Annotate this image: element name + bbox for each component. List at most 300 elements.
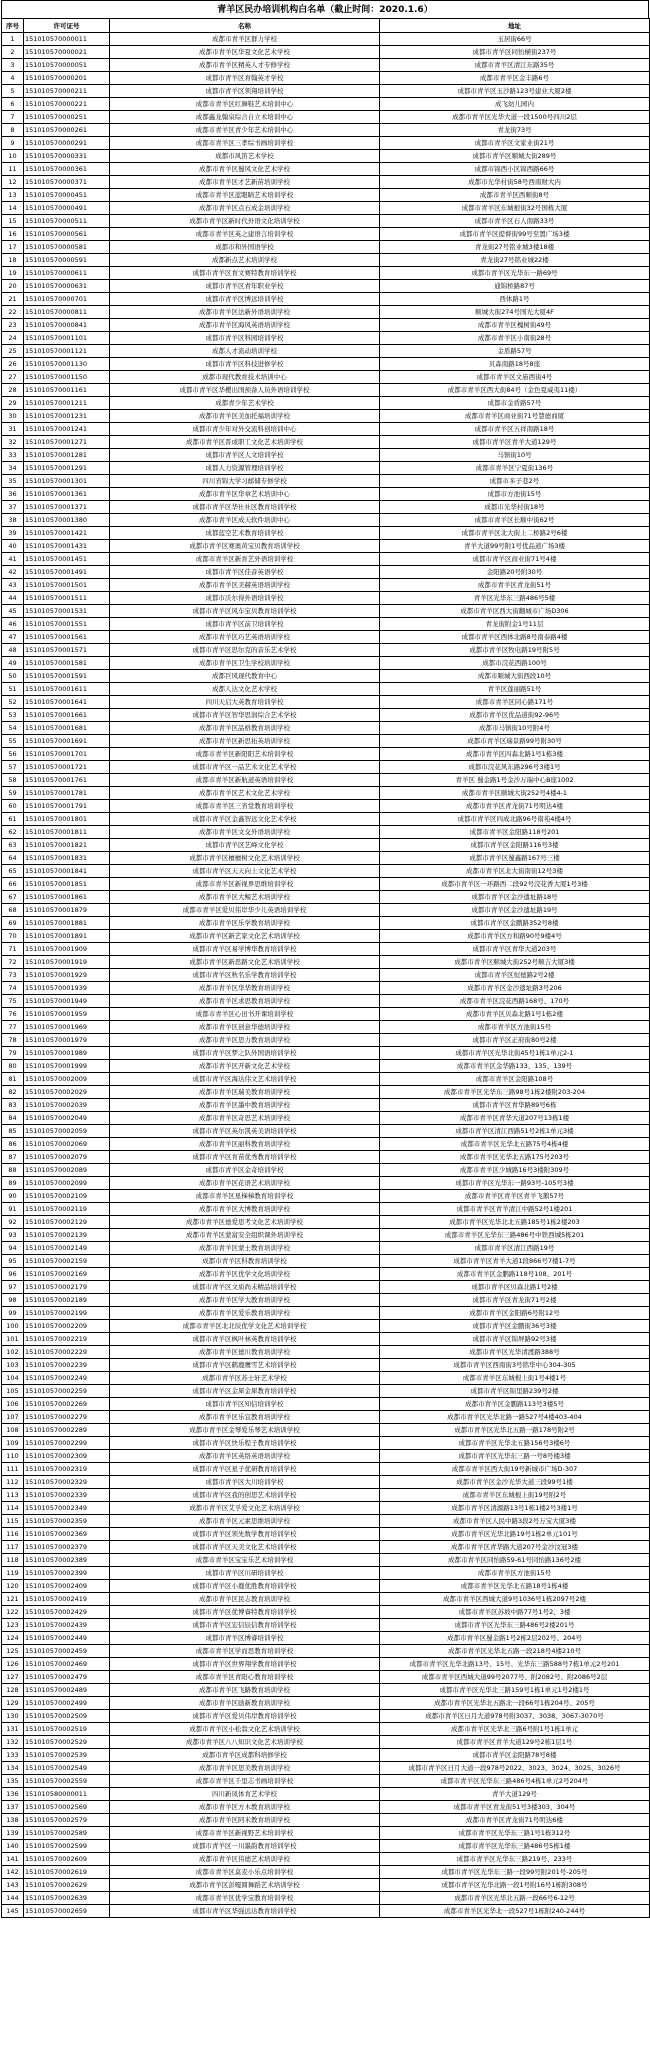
cell-license: 151010570002369 xyxy=(24,1528,110,1541)
cell-name: 成都市青羊区爱乐教育培训学校 xyxy=(110,1307,380,1320)
cell-seq: 19 xyxy=(2,267,24,280)
cell-license: 151010570000211 xyxy=(24,85,110,98)
cell-license: 151010570001831 xyxy=(24,852,110,865)
cell-license: 151010570002529 xyxy=(24,1736,110,1749)
table-row xyxy=(2,1749,650,1762)
cell-license: 151010570002099 xyxy=(24,1177,110,1190)
cell-name: 成都市青羊区成天软件培训中心 xyxy=(110,514,380,527)
table-row xyxy=(2,826,650,839)
cell-address: 成都市青羊区金沙遗址路19号 xyxy=(380,904,650,917)
cell-seq: 129 xyxy=(2,1697,24,1710)
cell-license: 151010570002379 xyxy=(24,1541,110,1554)
table-row xyxy=(2,644,650,657)
cell-license: 151010570001371 xyxy=(24,501,110,514)
cell-address: 成都市青羊区西大街19号新城市广场D-307 xyxy=(380,1463,650,1476)
cell-license: 151010570000511 xyxy=(24,215,110,228)
table-row xyxy=(2,1203,650,1216)
cell-address: 成都市青羊区蜀鑫路167号三楼 xyxy=(380,852,650,865)
cell-license: 151010570001121 xyxy=(24,345,110,358)
cell-address: 成都市青羊区金沙遗址路3号206 xyxy=(380,982,650,995)
cell-license: 151010570001231 xyxy=(24,410,110,423)
table-row xyxy=(2,1398,650,1411)
cell-name: 成都市青羊区蓝眼睛艺术培训学校 xyxy=(110,189,380,202)
cell-seq: 49 xyxy=(2,657,24,670)
cell-license: 151010570000261 xyxy=(24,124,110,137)
table-row xyxy=(2,1125,650,1138)
cell-address: 成都市青羊区光华北五路一段218号4楼210号 xyxy=(380,1645,650,1658)
cell-address: 成都市青羊区光华北五路156号3楼6号 xyxy=(380,1437,650,1450)
cell-seq: 128 xyxy=(2,1684,24,1697)
cell-seq: 6 xyxy=(2,98,24,111)
table-row xyxy=(2,397,650,410)
table-row xyxy=(2,1099,650,1112)
cell-seq: 64 xyxy=(2,852,24,865)
table-row xyxy=(2,605,650,618)
table-row xyxy=(2,722,650,735)
cell-name: 成都鑫龙翰泉综合自立术培训中心 xyxy=(110,111,380,124)
table-row xyxy=(2,917,650,930)
cell-address: 青羊区莲丽路51号 xyxy=(380,683,650,696)
cell-name: 成都市青羊区博睿培训学校 xyxy=(110,1632,380,1645)
cell-name: 成都新点艺术培训学校 xyxy=(110,254,380,267)
table-row xyxy=(2,319,650,332)
table-row xyxy=(2,904,650,917)
cell-name: 成都市青羊区檀檀树文化艺术培训学校 xyxy=(110,852,380,865)
cell-name: 成都市青羊区思尔克的音乐艺术学校 xyxy=(110,644,380,657)
cell-address: 成都市青羊区锦里路239号2楼 xyxy=(380,1385,650,1398)
cell-seq: 21 xyxy=(2,293,24,306)
cell-address: 青龙街27号铭业城22楼 xyxy=(380,254,650,267)
cell-address: 成都市青羊区光华北路19号1栋2单元101号 xyxy=(380,1528,650,1541)
table-row xyxy=(2,358,650,371)
cell-license: 151010570000021 xyxy=(24,46,110,59)
cell-address: 成都市青羊区西顺街8号 xyxy=(380,189,650,202)
cell-license: 151010570001531 xyxy=(24,605,110,618)
cell-seq: 51 xyxy=(2,683,24,696)
cell-seq: 18 xyxy=(2,254,24,267)
cell-address: 成都市青羊区青华大道203号 xyxy=(380,943,650,956)
table-row xyxy=(2,1359,650,1372)
cell-license: 151010570002399 xyxy=(24,1567,110,1580)
cell-seq: 54 xyxy=(2,722,24,735)
cell-address: 成都市青羊区金丰路6号 xyxy=(380,72,650,85)
cell-name: 成都市青羊区英之建语言培训学校 xyxy=(110,228,380,241)
cell-seq: 114 xyxy=(2,1502,24,1515)
cell-license: 151010570002569 xyxy=(24,1801,110,1814)
cell-seq: 78 xyxy=(2,1034,24,1047)
table-row xyxy=(2,943,650,956)
cell-address: 成都市青羊区贝森北路1号2楼 xyxy=(380,1281,650,1294)
cell-address: 成都市青羊区光华北五路18号1栋4楼 xyxy=(380,1580,650,1593)
cell-seq: 107 xyxy=(2,1411,24,1424)
cell-seq: 28 xyxy=(2,384,24,397)
cell-seq: 8 xyxy=(2,124,24,137)
cell-name: 成都市青羊区品格教育培训学校 xyxy=(110,722,380,735)
table-row xyxy=(2,371,650,384)
table-row xyxy=(2,1229,650,1242)
table-row xyxy=(2,1268,650,1281)
cell-name: 成都市青羊区蜀风文化艺术学校 xyxy=(110,163,380,176)
cell-seq: 102 xyxy=(2,1346,24,1359)
cell-address: 成都市青羊区青龙街71号2楼 xyxy=(380,1294,650,1307)
cell-address: 成都市青羊区方池街15号 xyxy=(380,1567,650,1580)
cell-name: 成都市青羊区德川教育培训学校 xyxy=(110,1346,380,1359)
cell-license: 151010570002319 xyxy=(24,1463,110,1476)
table-row xyxy=(2,384,650,397)
table-row xyxy=(2,1528,650,1541)
table-row xyxy=(2,1047,650,1060)
cell-seq: 74 xyxy=(2,982,24,995)
table-row xyxy=(2,1658,650,1671)
cell-seq: 89 xyxy=(2,1177,24,1190)
table-row xyxy=(2,527,650,540)
cell-name: 成都市青羊区前卫培训学校 xyxy=(110,618,380,631)
cell-address: 成都市青羊区青龙街71号明达4楼 xyxy=(380,800,650,813)
cell-address: 成都市青羊区清江西路51号2栋1单元3楼 xyxy=(380,1125,650,1138)
cell-license: 151010570002579 xyxy=(24,1814,110,1827)
cell-seq: 125 xyxy=(2,1645,24,1658)
table-row xyxy=(2,1177,650,1190)
cell-address: 成都市青羊区小南街28号 xyxy=(380,332,650,345)
cell-license: 151010570001781 xyxy=(24,787,110,800)
cell-name: 成都市青羊区育文赛特教育培训学校 xyxy=(110,267,380,280)
cell-address: 玉居街66号 xyxy=(380,33,650,46)
cell-seq: 25 xyxy=(2,345,24,358)
cell-name: 成都市青羊区天美文化艺术培训学校 xyxy=(110,1541,380,1554)
cell-name: 成都市青羊区巧艺英语培训学校 xyxy=(110,631,380,644)
table-row xyxy=(2,488,650,501)
cell-seq: 118 xyxy=(2,1554,24,1567)
table-row xyxy=(2,748,650,761)
cell-name: 成都市青羊区艺术文化艺术学校 xyxy=(110,787,380,800)
cell-seq: 94 xyxy=(2,1242,24,1255)
cell-name: 成都市青羊区八八知识文化艺术培训学校 xyxy=(110,1736,380,1749)
whitelist-table xyxy=(1,18,650,1918)
cell-address: 成都市青羊区顺城大街252号4楼4-1 xyxy=(380,787,650,800)
cell-license: 151010570002419 xyxy=(24,1593,110,1606)
cell-name: 成都市青羊区蒙士教育培训学校 xyxy=(110,1242,380,1255)
table-row xyxy=(2,774,650,787)
table-row xyxy=(2,540,650,553)
cell-seq: 42 xyxy=(2,566,24,579)
cell-license: 151010570001881 xyxy=(24,917,110,930)
table-row xyxy=(2,761,650,774)
cell-license: 151010570001211 xyxy=(24,397,110,410)
cell-name: 成都市青羊区彭嘎圆舞蹈艺术培训学校 xyxy=(110,1879,380,1892)
cell-address: 成都市青羊区蜀金路1号2栋2层202号、204号 xyxy=(380,1632,650,1645)
cell-address: 成都市青羊区一环路西二段92号浣花香大厦1号3楼 xyxy=(380,878,650,891)
cell-license: 151010570002129 xyxy=(24,1216,110,1229)
table-row xyxy=(2,163,650,176)
table-header-row xyxy=(2,19,650,33)
cell-name: 成都市青羊区励新教育培训学校 xyxy=(110,1697,380,1710)
cell-name: 成都市青羊区新时代外语文化培训学校 xyxy=(110,215,380,228)
cell-license: 151010570002149 xyxy=(24,1242,110,1255)
cell-name: 成都市青羊区文交外语培训学校 xyxy=(110,826,380,839)
table-body xyxy=(2,33,650,1918)
cell-seq: 101 xyxy=(2,1333,24,1346)
cell-address: 成都市顺城大街西段10号 xyxy=(380,670,650,683)
cell-name: 成都市青羊区一川墨韵教育培训学校 xyxy=(110,1840,380,1853)
table-row xyxy=(2,1008,650,1021)
table-row xyxy=(2,1346,650,1359)
cell-name: 成都市青羊区奇思艺术培训学校 xyxy=(110,1112,380,1125)
cell-license: 151010570001681 xyxy=(24,722,110,735)
cell-address: 成都市青羊区北大街上二桥路2号6楼 xyxy=(380,527,650,540)
table-row xyxy=(2,306,650,319)
cell-address: 成都市青羊区顺城大街289号 xyxy=(380,150,650,163)
cell-seq: 23 xyxy=(2,319,24,332)
cell-address: 成都市青羊区金鹏路113号3楼5号 xyxy=(380,1398,650,1411)
table-row xyxy=(2,1281,650,1294)
cell-seq: 140 xyxy=(2,1840,24,1853)
cell-seq: 115 xyxy=(2,1515,24,1528)
cell-address: 成都市青羊区光华北五路一段66号6-12号 xyxy=(380,1892,650,1905)
cell-license: 151010570001861 xyxy=(24,891,110,904)
cell-address: 成都市光华村街18号 xyxy=(380,501,650,514)
cell-seq: 27 xyxy=(2,371,24,384)
cell-seq: 36 xyxy=(2,488,24,501)
cell-name: 成都市青羊区美赫英语培训学校 xyxy=(110,579,380,592)
cell-address: 成都市青羊区青华路大道207号金沙汶冠3楼 xyxy=(380,1541,650,1554)
cell-name: 成都市青羊区莫麦小乐点培训学校 xyxy=(110,1866,380,1879)
cell-license: 151010570002479 xyxy=(24,1671,110,1684)
cell-seq: 139 xyxy=(2,1827,24,1840)
cell-address: 成都市青羊区北大街南街12号3楼 xyxy=(380,865,650,878)
table-row xyxy=(2,1333,650,1346)
cell-seq: 73 xyxy=(2,969,24,982)
cell-address: 通锦桥路87号 xyxy=(380,280,650,293)
cell-name: 成都市青羊区青年职业学校 xyxy=(110,280,380,293)
cell-seq: 62 xyxy=(2,826,24,839)
cell-license: 151010570002429 xyxy=(24,1606,110,1619)
cell-license: 151010570001491 xyxy=(24,566,110,579)
cell-name: 成都市青羊区新育艺外语培训学校 xyxy=(110,553,380,566)
cell-name: 成都市青羊区才艺新苗培训学校 xyxy=(110,176,380,189)
cell-seq: 10 xyxy=(2,150,24,163)
cell-seq: 60 xyxy=(2,800,24,813)
cell-address: 成飞幼儿园内 xyxy=(380,98,650,111)
cell-name: 成都市青羊区新思路文化艺术培训学校 xyxy=(110,956,380,969)
cell-seq: 144 xyxy=(2,1892,24,1905)
cell-license: 151010570001301 xyxy=(24,475,110,488)
cell-address: 成都市青羊区方池街15号 xyxy=(380,1021,650,1034)
cell-license: 151010570001969 xyxy=(24,1021,110,1034)
cell-name: 成都市青羊区小鹿优胜教育培训学校 xyxy=(110,1580,380,1593)
cell-license: 151010570001641 xyxy=(24,696,110,709)
cell-address: 成都市青羊区西南街3号铭华中心304-305 xyxy=(380,1359,650,1372)
cell-license: 151010570002029 xyxy=(24,1086,110,1099)
cell-license: 151010570000221 xyxy=(24,98,110,111)
cell-address: 成都市青羊区青羊区青羊飞鹅57号 xyxy=(380,1190,650,1203)
cell-address: 成都市青羊区光华东三路一段99号附201号-205号 xyxy=(380,1866,650,1879)
cell-name: 成都市青羊区北北辰优学文化艺术培训学校 xyxy=(110,1320,380,1333)
cell-address: 成都市青羊区青龙街51号 xyxy=(380,579,650,592)
cell-address: 青羊大道99号附1号优品道广场3楼 xyxy=(380,540,650,553)
cell-name: 成都市青羊区飞路教育培训学校 xyxy=(110,1684,380,1697)
cell-address: 青龙街附金1号11层 xyxy=(380,618,650,631)
cell-seq: 85 xyxy=(2,1125,24,1138)
cell-seq: 97 xyxy=(2,1281,24,1294)
cell-license: 151010570002539 xyxy=(24,1749,110,1762)
cell-address: 成都市青羊区提督街99号至置广场3楼 xyxy=(380,228,650,241)
cell-address: 贝森南路18号8座 xyxy=(380,358,650,371)
cell-seq: 59 xyxy=(2,787,24,800)
cell-seq: 105 xyxy=(2,1385,24,1398)
cell-name: 成都蓝空艺术教育培训学校 xyxy=(110,527,380,540)
cell-license: 151010570002109 xyxy=(24,1190,110,1203)
table-row xyxy=(2,436,650,449)
cell-seq: 134 xyxy=(2,1762,24,1775)
cell-name: 成都市青羊区海达伟文艺术培训学校 xyxy=(110,1073,380,1086)
cell-seq: 109 xyxy=(2,1437,24,1450)
cell-license: 151010570000251 xyxy=(24,111,110,124)
cell-license: 151010570001271 xyxy=(24,436,110,449)
cell-license: 151010570000841 xyxy=(24,319,110,332)
cell-license: 151010570001791 xyxy=(24,800,110,813)
cell-seq: 29 xyxy=(2,397,24,410)
cell-seq: 14 xyxy=(2,202,24,215)
table-row xyxy=(2,1021,650,1034)
cell-license: 151010570002559 xyxy=(24,1775,110,1788)
cell-name: 成都市青羊区金奇培训学校 xyxy=(110,1164,380,1177)
cell-name: 成都市青羊区爱贝伟岸教育培训学校 xyxy=(110,1710,380,1723)
table-row xyxy=(2,709,650,722)
cell-address: 成都市青羊区正府街80号2楼 xyxy=(380,1034,650,1047)
cell-name: 四川省锦大学习邮储专修学校 xyxy=(110,475,380,488)
cell-license: 151010570001361 xyxy=(24,488,110,501)
table-row xyxy=(2,267,650,280)
cell-address: 成都市方池街15号 xyxy=(380,488,650,501)
table-row xyxy=(2,1671,650,1684)
table-row xyxy=(2,1554,650,1567)
table-row xyxy=(2,410,650,423)
cell-seq: 39 xyxy=(2,527,24,540)
cell-address: 成都市青羊区方和路90号9楼4号 xyxy=(380,930,650,943)
cell-address: 成都市青羊区金鹏路118号108、201号 xyxy=(380,1268,650,1281)
cell-license: 151010570002249 xyxy=(24,1372,110,1385)
cell-address: 成都市青羊区金华路133、135、139号 xyxy=(380,1060,650,1073)
cell-seq: 1 xyxy=(2,33,24,46)
cell-name: 成都市青羊区育翰英才学校 xyxy=(110,72,380,85)
cell-license: 151010570001989 xyxy=(24,1047,110,1060)
cell-address: 成都市青羊区四成北路96号南苑4楼4号 xyxy=(380,813,650,826)
cell-address: 成都市青羊区光华北五路北一段66号1栋204号、205号 xyxy=(380,1697,650,1710)
table-row xyxy=(2,865,650,878)
cell-address: 成都市青羊区青华路89号6栋 xyxy=(380,1099,650,1112)
cell-address: 成都市青羊区同心路171号 xyxy=(380,696,650,709)
cell-name: 成都市青羊区艾孚爱文化艺术培训学校 xyxy=(110,1502,380,1515)
table-row xyxy=(2,1801,650,1814)
cell-seq: 122 xyxy=(2,1606,24,1619)
cell-name: 成都市青羊区华仕社区教育培训学校 xyxy=(110,501,380,514)
cell-license: 151010570001661 xyxy=(24,709,110,722)
table-row xyxy=(2,878,650,891)
cell-address: 成都市青羊区青羊大道129号2栋1层1号 xyxy=(380,1736,650,1749)
cell-name: 成都市青羊区新阳阳艺术培训学校 xyxy=(110,748,380,761)
table-row xyxy=(2,1502,650,1515)
cell-address: 成都市青羊区青龙街51号3楼303、304号 xyxy=(380,1801,650,1814)
cell-license: 151010570002069 xyxy=(24,1138,110,1151)
table-row xyxy=(2,202,650,215)
cell-license: 151010570001281 xyxy=(24,449,110,462)
cell-name: 成都市青羊区精英人才专修学校 xyxy=(110,59,380,72)
cell-address: 成都市青羊区商业街71号慧德商厦 xyxy=(380,410,650,423)
cell-seq: 123 xyxy=(2,1619,24,1632)
cell-name: 四川新凤体育艺术学校 xyxy=(110,1788,380,1801)
cell-seq: 110 xyxy=(2,1450,24,1463)
table-row xyxy=(2,969,650,982)
cell-license: 151010570002519 xyxy=(24,1723,110,1736)
cell-license: 151010570001811 xyxy=(24,826,110,839)
table-row xyxy=(2,1645,650,1658)
cell-license: 151010570002469 xyxy=(24,1658,110,1671)
cell-seq: 72 xyxy=(2,956,24,969)
cell-seq: 61 xyxy=(2,813,24,826)
cell-seq: 31 xyxy=(2,423,24,436)
cell-name: 成都市风笛艺术学校 xyxy=(110,150,380,163)
cell-seq: 3 xyxy=(2,59,24,72)
cell-license: 151010570002189 xyxy=(24,1294,110,1307)
header-license: 许可证号 xyxy=(24,19,110,33)
cell-name: 成都市青羊区天天向上文化艺术学校 xyxy=(110,865,380,878)
cell-seq: 100 xyxy=(2,1320,24,1333)
cell-name: 成都市青羊区瑞美教育培训学校 xyxy=(110,1086,380,1099)
cell-license: 151010570002199 xyxy=(24,1307,110,1320)
table-row xyxy=(2,1710,650,1723)
cell-address: 成都市青羊区光华东一路93号-105号3楼 xyxy=(380,1177,650,1190)
cell-seq: 56 xyxy=(2,748,24,761)
table-row xyxy=(2,839,650,852)
cell-name: 成都市青羊区群力学校 xyxy=(110,33,380,46)
cell-address: 青羊区 蜀金路1号金沙万瑞中心B座1002 xyxy=(380,774,650,787)
cell-seq: 12 xyxy=(2,176,24,189)
cell-name: 成都市青羊区新视界思维培训学校 xyxy=(110,878,380,891)
cell-name: 成都市青羊区花语艺术培训学校 xyxy=(110,1177,380,1190)
cell-seq: 32 xyxy=(2,436,24,449)
cell-seq: 124 xyxy=(2,1632,24,1645)
cell-seq: 30 xyxy=(2,410,24,423)
cell-license: 151010570001161 xyxy=(24,384,110,397)
cell-license: 151010570002339 xyxy=(24,1489,110,1502)
cell-seq: 126 xyxy=(2,1658,24,1671)
cell-license: 151010570001801 xyxy=(24,813,110,826)
table-row xyxy=(2,462,650,475)
header-address: 地址 xyxy=(380,19,650,33)
cell-license: 151010570002639 xyxy=(24,1892,110,1905)
cell-address: 成都市青羊区宁夏街136号 xyxy=(380,462,650,475)
table-row xyxy=(2,1385,650,1398)
cell-seq: 120 xyxy=(2,1580,24,1593)
cell-license: 151010570000581 xyxy=(24,241,110,254)
cell-address: 成都市青羊区牧电路19号附5号 xyxy=(380,644,650,657)
cell-seq: 37 xyxy=(2,501,24,514)
cell-license: 151010570000611 xyxy=(24,267,110,280)
cell-address: 成都市青羊区光华东三路98号1栋2楼附203-204 xyxy=(380,1086,650,1099)
cell-license: 151010570001551 xyxy=(24,618,110,631)
cell-license: 151010570002219 xyxy=(24,1333,110,1346)
cell-address: 成都市青羊区光华东一路69号 xyxy=(380,267,650,280)
cell-address: 成都市青羊区光华北路13号、15号、光华东三路588号7栋1单元2号201 xyxy=(380,1658,650,1671)
table-row xyxy=(2,72,650,85)
table-row xyxy=(2,592,650,605)
cell-license: 151010570001939 xyxy=(24,982,110,995)
cell-seq: 38 xyxy=(2,514,24,527)
cell-license: 151010570001241 xyxy=(24,423,110,436)
cell-license: 151010570002239 xyxy=(24,1359,110,1372)
cell-address: 成都市青羊区光华东三路一号8号楼3楼 xyxy=(380,1450,650,1463)
cell-license: 151010570001909 xyxy=(24,943,110,956)
